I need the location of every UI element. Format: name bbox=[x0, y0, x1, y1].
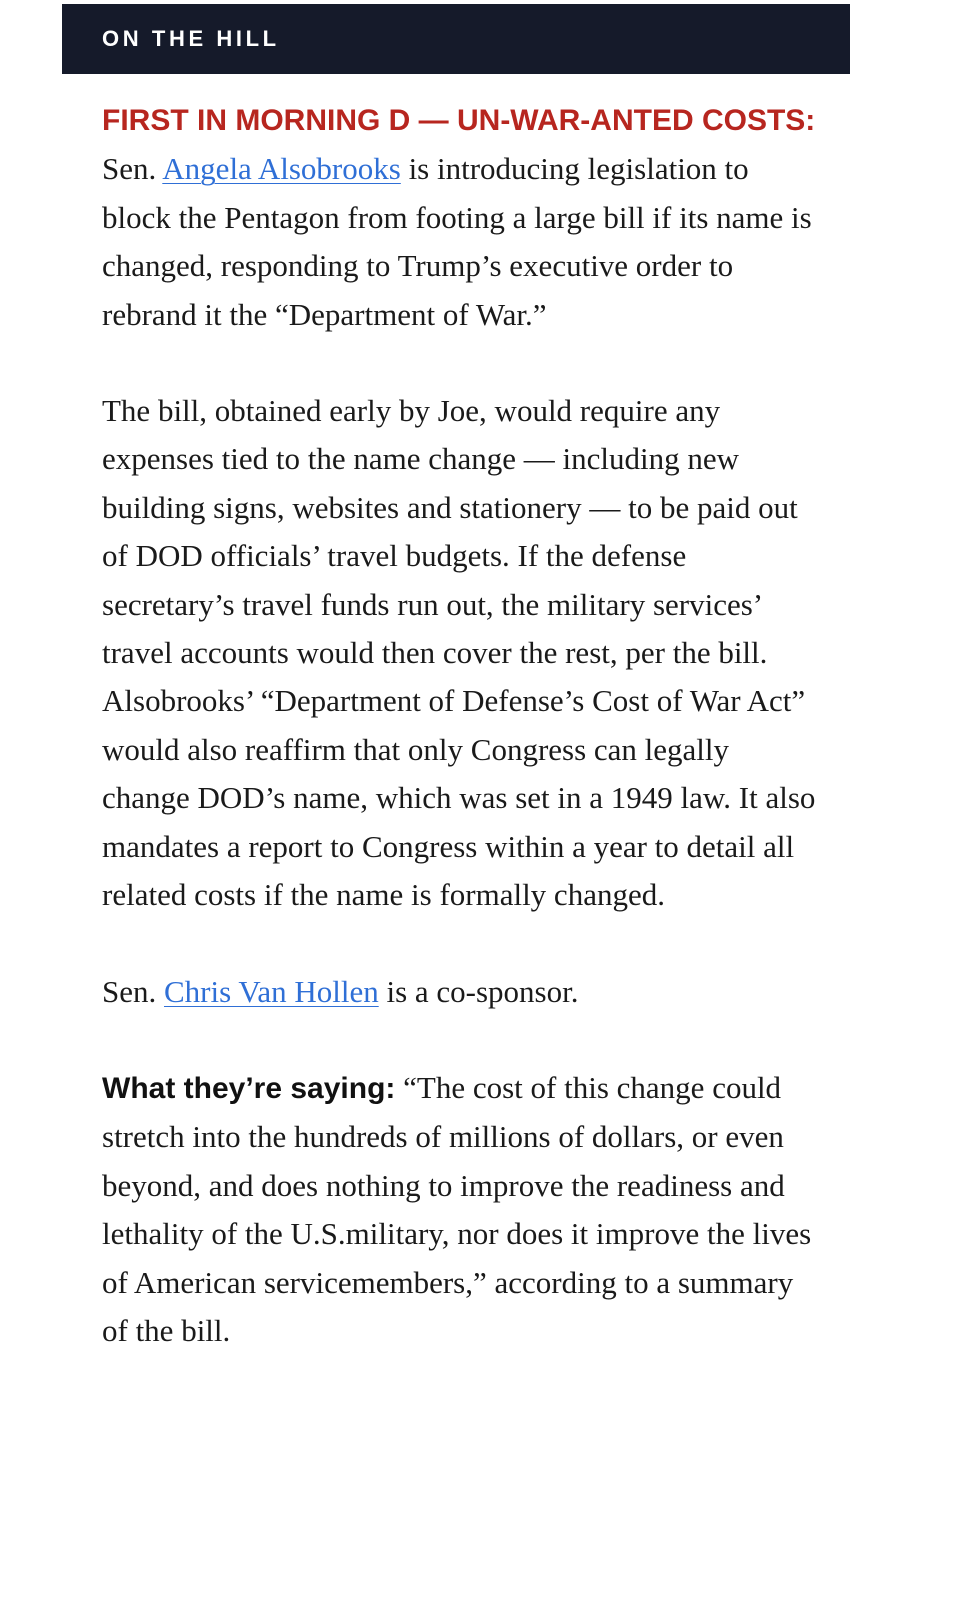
link-angela-alsobrooks[interactable]: Angela Alsobrooks bbox=[162, 151, 401, 187]
intro-text-before-link: Sen. bbox=[102, 151, 163, 187]
cosponsor-text-before-link: Sen. bbox=[102, 973, 164, 1009]
paragraph-intro bbox=[102, 96, 822, 339]
subhead-what-theyre-saying: What they’re saying: bbox=[102, 1071, 396, 1105]
lede-headline: FIRST IN MORNING D — UN-WAR-ANTED COSTS: bbox=[102, 104, 816, 137]
intro-text-after-link: is introducing legislation to block the Pentagon from footing a large bill if its name is changed, responding to Trump’s executive order to rebrand it the “Department of War.” bbox=[102, 151, 812, 332]
link-chris-van-hollen[interactable]: Chris Van Hollen bbox=[164, 973, 379, 1009]
section-label: ON THE HILL bbox=[102, 26, 280, 51]
paragraph-cosponsor bbox=[102, 968, 822, 1016]
quote-text: “The cost of this change could stretch into the hundreds of millions of dollars, or even beyond, and does nothing to improve the readiness and lethality of the U.S.military, nor does it improve the lives of American servicemembers,” according to a summary of the bill. bbox=[102, 1069, 812, 1348]
article-body bbox=[102, 96, 822, 1403]
section-header bbox=[62, 4, 850, 74]
paragraph-what-theyre-saying bbox=[102, 1064, 822, 1355]
cosponsor-text-after-link: is a co-sponsor. bbox=[378, 973, 579, 1009]
paragraph-bill-details: The bill, obtained early by Joe, would require any expenses tied to the name change — including new building signs, websites and stationery — to be paid out of DOD officials’ travel budgets. If the defense secretary’s travel funds run out, the military services’ travel accounts would then cover the rest, per the bill. Alsobrooks’ “Department of Defense’s Cost of War Act” would also reaffirm that only Congress can legally change DOD’s name, which was set in a 1949 law. It also mandates a report to Congress within a year to detail all related costs if the name is formally changed. bbox=[102, 393, 816, 913]
